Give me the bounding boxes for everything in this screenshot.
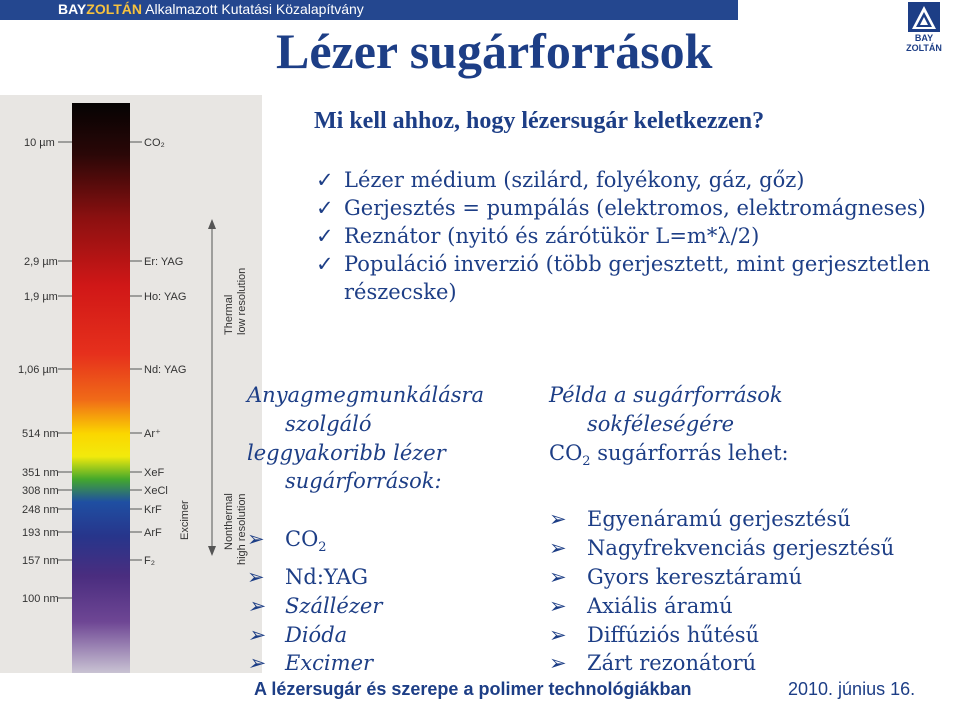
list-item xyxy=(247,563,537,592)
header-bar xyxy=(0,0,738,20)
list-item xyxy=(316,166,936,194)
requirements-list xyxy=(316,166,936,306)
laser-label: Ar⁺ xyxy=(144,428,161,440)
wavelength-label: 10 µm xyxy=(24,137,55,149)
common-lasers-column xyxy=(247,381,537,678)
logo-label: BAY ZOLTÁN xyxy=(906,33,942,53)
list-item-text: Gyors keresztáramú xyxy=(587,564,803,589)
arrow-down-icon xyxy=(208,546,216,556)
spectrum-bar xyxy=(72,103,130,673)
checkmark-icon: ✓ xyxy=(316,224,334,248)
list-item xyxy=(247,621,537,650)
co2-examples-column xyxy=(549,381,954,678)
wavelength-label: 193 nm xyxy=(22,527,59,539)
laser-label: Er: YAG xyxy=(144,256,184,268)
brand-zoltan: ZOLTÁN xyxy=(86,1,143,17)
co2-text: CO xyxy=(549,440,583,465)
list-item xyxy=(316,222,936,250)
list-item-text: Nd:YAG xyxy=(285,564,369,589)
arrow-bullet-icon: ➢ xyxy=(247,651,265,676)
low-resolution-label: low resolution xyxy=(236,267,248,335)
list-item-text: Lézer médium (szilárd, folyékony, gáz, gőz) xyxy=(344,168,805,192)
list-item-text: Dióda xyxy=(285,622,348,647)
list-item-text: CO xyxy=(285,526,319,551)
column-heading: sugárforrások: xyxy=(285,469,442,494)
co2-heading xyxy=(549,439,954,477)
list-item-text: Diffúziós hűtésű xyxy=(587,622,760,647)
list-item-text: Populáció inverzió (több gerjesztett, mint gerjesztetlen részecske) xyxy=(344,252,931,304)
laser-spectrum-image xyxy=(0,95,262,673)
list-item xyxy=(549,534,954,563)
arrow-bullet-icon: ➢ xyxy=(247,622,265,647)
brand-bay: BAY xyxy=(58,1,87,17)
arrow-bullet-icon: ➢ xyxy=(549,507,567,532)
wavelength-label: 1,9 µm xyxy=(24,291,58,303)
excimer-label: Excimer xyxy=(179,500,191,540)
checkmark-icon: ✓ xyxy=(316,168,334,192)
laser-label: CO₂ xyxy=(144,137,165,149)
list-item xyxy=(247,592,537,621)
list-item-text: Egyenáramú gerjesztésű xyxy=(587,507,851,532)
list-item-text: Nagyfrekvenciás gerjesztésű xyxy=(587,536,895,561)
wavelength-label: 248 nm xyxy=(22,504,59,516)
wavelength-label: 308 nm xyxy=(22,485,59,497)
org-header xyxy=(58,1,364,17)
arrow-bullet-icon: ➢ xyxy=(549,622,567,647)
thermal-label: Thermal xyxy=(223,294,235,335)
column-heading: szolgáló xyxy=(285,411,372,436)
high-resolution-label: high resolution xyxy=(236,493,248,565)
subscript: 2 xyxy=(582,453,591,469)
list-item xyxy=(247,649,537,678)
wavelength-label: 514 nm xyxy=(22,428,59,440)
list-item-text: Szállézer xyxy=(285,593,383,618)
column-heading: sokféleségére xyxy=(587,411,735,436)
slide-title: Lézer sugárforrások xyxy=(276,23,713,79)
column-heading: Anyagmegmunkálásra xyxy=(247,383,485,407)
arrow-bullet-icon: ➢ xyxy=(247,564,265,589)
footer-title: A lézersugár és szerepe a polimer technológiákban xyxy=(254,679,692,699)
nonthermal-label: Nonthermal xyxy=(223,493,235,550)
list-item-text: Reznátor (nyitó és zárótükör L=m*λ/2) xyxy=(344,224,760,248)
laser-label: XeCl xyxy=(144,485,168,497)
checkmark-icon: ✓ xyxy=(316,196,334,220)
laser-label: F₂ xyxy=(144,555,155,567)
wavelength-label: 2,9 µm xyxy=(24,256,58,268)
wavelength-label: 100 nm xyxy=(22,593,59,605)
arrow-bullet-icon: ➢ xyxy=(549,564,567,589)
co2-rest-text: sugárforrás lehet: xyxy=(590,440,789,465)
list-item-text: Excimer xyxy=(285,651,374,676)
arrow-bullet-icon: ➢ xyxy=(247,593,265,618)
list-item xyxy=(549,592,954,621)
list-item xyxy=(316,194,936,222)
list-item-text: Gerjesztés = pumpálás (elektromos, elektromágneses) xyxy=(344,196,926,220)
arrow-bullet-icon: ➢ xyxy=(247,526,265,551)
column-heading: leggyakoribb lézer xyxy=(247,440,446,465)
footer-date: 2010. június 16. xyxy=(788,679,916,699)
list-item xyxy=(247,525,537,563)
list-item-text: Axiális áramú xyxy=(587,593,733,618)
laser-label: Nd: YAG xyxy=(144,364,187,376)
list-item xyxy=(549,649,954,678)
org-name: Alkalmazott Kutatási Közalapítvány xyxy=(145,1,364,17)
column-heading: Példa a sugárforrások xyxy=(549,383,783,407)
wavelength-label: 351 nm xyxy=(22,467,59,479)
laser-label: ArF xyxy=(144,527,162,539)
laser-label: XeF xyxy=(144,467,165,479)
list-item xyxy=(549,563,954,592)
wavelength-label: 1,06 µm xyxy=(18,364,58,376)
checkmark-icon: ✓ xyxy=(316,252,334,276)
list-item xyxy=(549,505,954,534)
wavelength-label: 157 nm xyxy=(22,555,59,567)
question-text: Mi kell ahhoz, hogy lézersugár keletkezzen? xyxy=(314,108,765,134)
laser-label: KrF xyxy=(144,504,162,516)
arrow-bullet-icon: ➢ xyxy=(549,651,567,676)
subscript: 2 xyxy=(318,540,327,556)
list-item xyxy=(549,621,954,650)
arrow-bullet-icon: ➢ xyxy=(549,536,567,561)
list-item xyxy=(316,250,936,306)
laser-label: Ho: YAG xyxy=(144,291,187,303)
arrow-bullet-icon: ➢ xyxy=(549,593,567,618)
arrow-up-icon xyxy=(208,219,216,229)
list-item-text: Zárt rezonátorú xyxy=(587,651,757,676)
